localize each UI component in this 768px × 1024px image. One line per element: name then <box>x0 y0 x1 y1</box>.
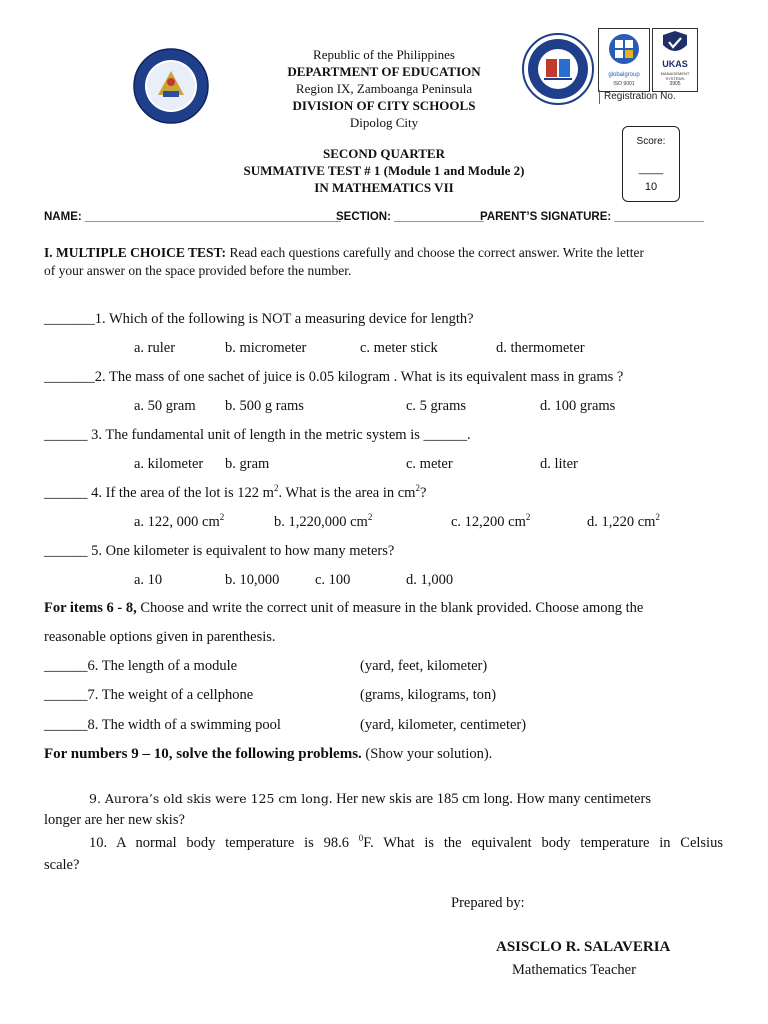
region-line: Region IX, Zamboanga Peninsula <box>295 81 473 96</box>
part1-instructions <box>44 245 644 261</box>
cert2-brand: UKAS <box>662 59 688 69</box>
q4-option-c[interactable] <box>451 514 530 531</box>
part1-title: I. MULTIPLE CHOICE TEST: <box>44 245 227 260</box>
cert1-iso: ISO 9001 <box>613 81 635 87</box>
q4-option-b[interactable] <box>274 514 372 531</box>
cert2-num: 3905 <box>669 81 681 87</box>
q4-option-a-text: a. 122, 000 cm <box>134 514 220 530</box>
q5-option-b[interactable]: b. 10,000 <box>225 572 280 588</box>
question-4 <box>44 485 426 502</box>
q4-option-a-sup: 2 <box>219 512 225 523</box>
name-field[interactable]: NAME: ________________________________________ <box>44 211 341 223</box>
question-10-line2: scale? <box>44 857 80 873</box>
part2-title: For items 6 - 8, <box>44 600 137 616</box>
q4-option-c-sup: 2 <box>525 512 531 523</box>
q1-option-a[interactable]: a. ruler <box>134 340 176 356</box>
q4-text-mid: . What is the area in cm <box>278 485 416 501</box>
q5-option-a[interactable]: a. 10 <box>134 572 163 588</box>
q4-text-post: ? <box>419 485 427 501</box>
question-7: ______7. The weight of a cellphone <box>44 687 254 703</box>
teacher-name: ASISCLO R. SALAVERIA <box>496 939 671 955</box>
part2-instr-line1: Choose and write the correct unit of measure in the blank provided. Choose among the <box>136 600 644 616</box>
q7-options: (grams, kilograms, ton) <box>360 687 497 703</box>
q3-option-a[interactable]: a. kilometer <box>134 456 204 472</box>
q1-option-d[interactable]: d. thermometer <box>496 340 585 356</box>
q10-pre: 10. A normal body temperature is 98.6 <box>89 835 359 851</box>
q1-option-c[interactable]: c. meter stick <box>360 340 438 356</box>
part3-note: (Show your solution). <box>361 746 493 762</box>
q6-options: (yard, feet, kilometer) <box>360 658 488 674</box>
prepared-by-label: Prepared by: <box>451 895 525 911</box>
part2-instr-line2: reasonable options given in parenthesis. <box>44 629 276 645</box>
section-field[interactable]: SECTION: ______________ <box>336 211 484 223</box>
question-6: ______6. The length of a module <box>44 658 238 674</box>
part3-title: For numbers 9 – 10, solve the following problems. <box>44 746 362 762</box>
q2-option-a[interactable]: a. 50 gram <box>134 398 196 414</box>
part1-instr-line2: of your answer on the space provided before the number. <box>44 263 352 278</box>
question-1: _______1. Which of the following is NOT a measuring device for length? <box>44 311 474 327</box>
q4-sup-2: 2 <box>415 483 420 494</box>
q9-part2: . Her new skis are 185 cm long. How many centimeters <box>328 791 651 807</box>
q3-option-b[interactable]: b. gram <box>225 456 270 472</box>
part3-instructions <box>44 745 492 763</box>
parent-signature-field[interactable]: PARENT’S SIGNATURE: ______________ <box>480 211 704 223</box>
division-line: DIVISION OF CITY SCHOOLS <box>292 98 476 113</box>
city-line: Dipolog City <box>349 115 419 130</box>
teacher-role: Mathematics Teacher <box>512 962 636 978</box>
part2-instructions <box>44 600 643 617</box>
cert1-brand: globalgroup <box>608 72 640 78</box>
test-title: SUMMATIVE TEST # 1 (Module 1 and Module 2) <box>243 163 525 178</box>
quarter-title: SECOND QUARTER <box>323 146 445 161</box>
q4-option-b-sup: 2 <box>367 512 373 523</box>
q4-option-d[interactable] <box>587 514 660 531</box>
q2-option-b[interactable]: b. 500 g rams <box>225 398 304 414</box>
registration-label: Registration No. <box>604 91 676 102</box>
q4-text-pre: ______ 4. If the area of the lot is 122 m <box>44 485 274 501</box>
question-5: ______ 5. One kilometer is equivalent to how many meters? <box>44 543 395 559</box>
question-2: _______2. The mass of one sachet of juice is 0.05 kilogram . What is its equivalent mass in grams ? <box>44 369 624 385</box>
q8-options: (yard, kilometer, centimeter) <box>360 717 527 733</box>
q3-option-d[interactable]: d. liter <box>540 456 578 472</box>
question-9 <box>89 791 651 808</box>
score-label: Score: <box>636 136 666 147</box>
question-3: ______ 3. The fundamental unit of length in the metric system is ______. <box>44 427 471 443</box>
department-line: DEPARTMENT OF EDUCATION <box>287 64 481 79</box>
q4-option-d-sup: 2 <box>655 512 660 523</box>
q2-option-d[interactable]: d. 100 grams <box>540 398 616 414</box>
q10-sup: 0 <box>358 833 364 844</box>
cert2-sub: MANAGEMENT SYSTEMS <box>660 71 690 81</box>
q2-option-c[interactable]: c. 5 grams <box>406 398 466 414</box>
question-8: ______8. The width of a swimming pool <box>44 717 281 733</box>
q4-option-a[interactable] <box>134 514 224 531</box>
q3-option-c[interactable]: c. meter <box>406 456 453 472</box>
q5-option-c[interactable]: c. 100 <box>315 572 351 588</box>
q4-option-d-text: d. 1,220 cm <box>587 514 656 530</box>
subject-title: IN MATHEMATICS VII <box>314 180 454 195</box>
q4-sup-1: 2 <box>273 483 279 494</box>
question-10 <box>89 835 723 852</box>
part1-instr-line1: Read each questions carefully and choose the correct answer. Write the letter <box>226 245 644 260</box>
score-box <box>622 126 680 202</box>
q4-option-b-text: b. 1,220,000 cm <box>274 514 368 530</box>
q10-post: F. What is the equivalent body temperature in Celsius <box>363 835 723 851</box>
question-9-line2: longer are her new skis? <box>44 812 185 828</box>
q4-option-c-text: c. 12,200 cm <box>451 514 526 530</box>
republic-line: Republic of the Philippines <box>313 47 455 62</box>
score-total: 10 <box>644 181 658 193</box>
score-blank[interactable]: ____ <box>638 163 664 175</box>
q5-option-d[interactable]: d. 1,000 <box>406 572 454 588</box>
q9-part1: 9. Aurora’s old skis were 125 cm long <box>89 791 329 806</box>
q1-option-b[interactable]: b. micrometer <box>225 340 307 356</box>
